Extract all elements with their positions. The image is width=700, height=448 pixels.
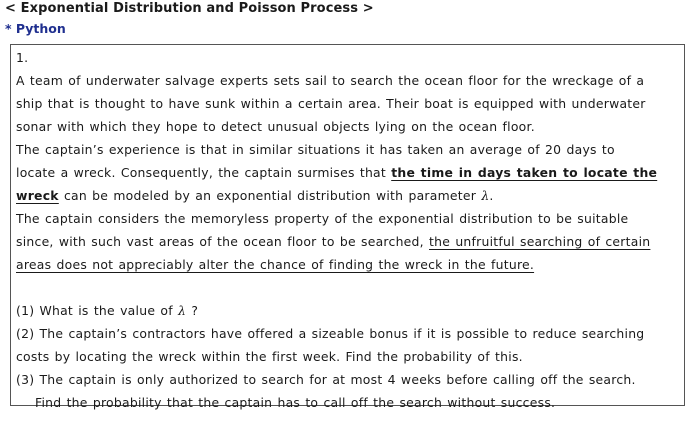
paragraph-line: [16, 253, 646, 276]
question-2-cont: costs by locating the wreck within the first week. Find the probability of this.: [16, 349, 523, 364]
paragraph-line: [16, 184, 646, 207]
lambda-symbol: λ: [178, 303, 187, 318]
emphasized-text: wreck: [16, 188, 59, 203]
question-1: [16, 299, 646, 322]
question-2: (2) The captain’s contractors have offered a sizeable bonus if it is possible to reduce searching: [16, 326, 645, 341]
section-subtitle: * Python: [5, 21, 66, 36]
lambda-symbol: λ: [481, 188, 490, 203]
emphasized-text: the time in days taken to locate the: [391, 165, 658, 180]
paragraph-line: [16, 230, 651, 253]
problem-text: [16, 46, 658, 414]
paragraph-line: The captain’s experience is that in similar situations it has taken an average of 20 days to: [16, 142, 615, 157]
paragraph-line: The captain considers the memoryless property of the exponential distribution to be suitable: [16, 211, 629, 226]
paragraph-line: sonar with which they hope to detect unusual objects lying on the ocean floor.: [16, 119, 535, 134]
blank-line: [16, 276, 646, 299]
question-3-cont: Find the probability that the captain has to call off the search without success.: [35, 395, 556, 410]
text-run: .: [489, 188, 494, 203]
text-run: (1) What is the value of: [16, 303, 179, 318]
text-run: can be modeled by an exponential distribution with parameter: [58, 188, 482, 203]
paragraph-line: [16, 161, 658, 184]
text-run: locate a wreck. Consequently, the captain surmises that: [16, 165, 392, 180]
page-title: < Exponential Distribution and Poisson Process >: [5, 1, 374, 16]
paragraph-line: A team of underwater salvage experts sets sail to search the ocean floor for the wreckage of a: [16, 73, 645, 88]
paragraph-line: ship that is thought to have sunk within a certain area. Their boat is equipped with underwater: [16, 96, 646, 111]
question-3: (3) The captain is only authorized to search for at most 4 weeks before calling off the search.: [16, 372, 636, 387]
underlined-text: areas does not appreciably alter the chance of finding the wreck in the future.: [16, 257, 535, 272]
underlined-text: the unfruitful searching of certain: [429, 234, 651, 249]
text-run: ?: [186, 303, 199, 318]
problem-number: 1.: [16, 50, 29, 65]
text-run: since, with such vast areas of the ocean floor to be searched,: [16, 234, 430, 249]
